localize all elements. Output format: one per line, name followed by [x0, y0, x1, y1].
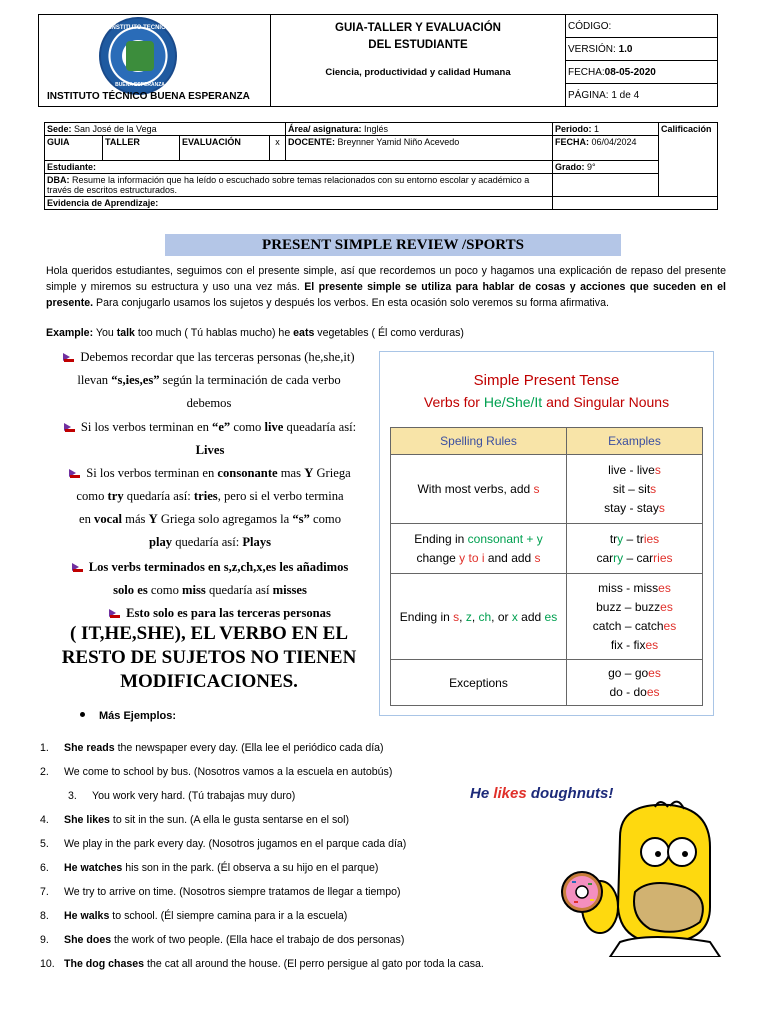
logo-cell — [39, 15, 271, 107]
area-value: Inglés — [361, 124, 389, 134]
homer-illustration — [470, 785, 750, 960]
periodo-label: Periodo: — [555, 124, 592, 134]
list-item: 3. You work very hard. (Tú trabajas muy duro) — [68, 790, 296, 802]
list-item: 9. She does the work of two people. (Ella hace el trabajo de dos personas) — [40, 934, 405, 946]
table-row: With most verbs, add s live - lives sit – sits stay - stays — [391, 455, 703, 524]
logo-shield-icon — [126, 41, 154, 71]
grado-label: Grado: — [555, 162, 585, 172]
list-item: 6. He watches his son in the park. (Él observa a su hijo en el parque) — [40, 862, 379, 874]
evaluation-mark: x — [275, 137, 280, 147]
list-item: 8. He walks to school. (Él siempre camina para ir a la escuela) — [40, 910, 348, 922]
fecha-value-2: 06/04/2024 — [589, 137, 637, 147]
periodo-value: 1 — [591, 124, 600, 134]
fecha-label: FECHA: — [568, 66, 605, 78]
codigo-label: CÓDIGO: — [568, 20, 612, 32]
pagina-cell — [566, 84, 718, 107]
version-value: 1.0 — [618, 43, 633, 55]
guia-label: GUIA — [47, 137, 70, 147]
intro-paragraph: Hola queridos estudiantes, seguimos con el presente simple, así que recordemos un poco y hagamos una explicación de repaso del presente simple y miremos su estructura y uso una vez más. El presente simple se utiliza para hablar de cosas y acciones que suceden en el presente. Para conjugarlo usamos los sujetos y después los verbos. En esta ocasión solo veremos su forma afirmativa. — [46, 265, 726, 309]
pagina-label: PÁGINA: 1 de 4 — [568, 89, 640, 101]
sede-label: Sede: — [47, 124, 72, 134]
table-row: Ending in s, z, ch, or x add es miss - misses buzz – buzzes catch – catches fix - fixes — [391, 574, 703, 660]
rule-3: Si los verbos terminan en consonante mas Y Griega como try quedaría así: tries, pero si el verbo termina en vocal más Y Griega solo agregamos la “s” como play quedaría así: Plays — [40, 462, 380, 554]
bullet-arrow-icon — [109, 607, 120, 618]
calificacion-label: Calificación — [661, 124, 712, 134]
institution-name: INSTITUTO TÉCNICO BUENA ESPERANZA — [47, 91, 250, 102]
table-row: Ending in consonant + y change y to i and add s try – tries carry – carries — [391, 524, 703, 574]
bullet-arrow-icon — [69, 467, 80, 478]
sede-value: San José de la Vega — [71, 124, 157, 134]
box-title: Simple Present Tense — [473, 372, 620, 389]
docente-value: Breynner Yamid Niño Acevedo — [335, 137, 460, 147]
rule-2: Si los verbos terminan en “e” como live queadaría así: Lives — [40, 416, 380, 462]
area-label: Área/ asignatura: — [288, 124, 362, 134]
list-item: 4. She likes to sit in the sun. (A ella le gusta sentarse en el sol) — [40, 814, 350, 826]
logo-bottom-text: BUENA ESPERANZA — [115, 82, 165, 88]
homer-caption: He likes doughnuts! — [470, 785, 614, 802]
estudiante-label: Estudiante: — [47, 162, 97, 172]
bullet-arrow-icon — [63, 351, 74, 362]
col-header-rules: Spelling Rules — [391, 428, 567, 455]
taller-label: TALLER — [105, 137, 140, 147]
bullet-dot-icon — [80, 712, 85, 717]
header-table — [38, 14, 718, 107]
list-item: 5. We play in the park every day. (Nosotros jugamos en el parque cada día) — [40, 838, 407, 850]
evidencia-label: Evidencia de Aprendizaje: — [47, 198, 159, 208]
fecha-cell — [566, 61, 718, 84]
list-item: 2. We come to school by bus. (Nosotros vamos a la escuela en autobús) — [40, 766, 393, 778]
example-line: Example: You talk too much ( Tú hablas mucho) he eats vegetables ( Él como verduras) — [46, 327, 464, 339]
rule-1: Debemos recordar que las terceras personas (he,she,it) llevan “s,ies,es” según la terminación de cada verbo debemos — [44, 346, 374, 415]
big-note: ( IT,HE,SHE), EL VERBO EN EL RESTO DE SUJETOS NO TIENEN MODIFICACIONES. — [61, 623, 357, 692]
list-item: 1. She reads the newspaper every day. (Ella lee el periódico cada día) — [40, 742, 384, 754]
dba-value: Resume la información que ha leído o escuchado sobre temas relacionados con su entorno escolar y académico a través de escritos estructurados. — [47, 175, 530, 195]
page-title: PRESENT SIMPLE REVIEW /SPORTS — [165, 234, 621, 256]
bullet-arrow-icon — [72, 561, 83, 572]
bullet-arrow-icon — [64, 421, 75, 432]
guide-title-line2: DEL ESTUDIANTE — [368, 39, 468, 51]
rule-5: Esto solo es para las terceras personas — [70, 602, 370, 625]
codigo-cell — [566, 15, 718, 38]
dba-label: DBA: — [47, 175, 70, 185]
guide-title-cell — [271, 15, 566, 107]
list-item: 10. The dog chases the cat all around the house. (El perro persigue al gato por toda la casa. — [40, 958, 484, 970]
fecha-value: 08-05-2020 — [604, 66, 656, 78]
homer-cartoon-icon — [560, 797, 760, 957]
docente-label: DOCENTE: — [288, 137, 335, 147]
version-cell — [566, 38, 718, 61]
evaluacion-label: EVALUACIÓN — [182, 137, 241, 147]
logo-top-text: INSTITUTO TECNICO — [109, 25, 171, 31]
grado-value: 9° — [584, 162, 596, 172]
spelling-rules-table — [390, 427, 703, 706]
fecha-label-2: FECHA: — [555, 137, 589, 147]
guide-title-line1: GUIA-TALLER Y EVALUACIÓN — [335, 22, 501, 34]
table-row: Exceptions go – goes do - does — [391, 660, 703, 706]
more-examples-heading: Más Ejemplos: — [80, 710, 176, 722]
spelling-rules-box — [379, 351, 714, 716]
list-item: 7. We try to arrive on time. (Nosotros siempre tratamos de llegar a tiempo) — [40, 886, 401, 898]
rule-4: Los verbs terminados en s,z,ch,x,es les añadimos solo es como miss quedaría así misses — [40, 556, 380, 602]
motto: Ciencia, productividad y calidad Humana — [325, 67, 511, 78]
box-subtitle: Verbs for He/She/It and Singular Nouns — [423, 394, 670, 410]
version-label: VERSIÓN: — [568, 43, 619, 55]
info-table — [44, 122, 718, 210]
col-header-examples: Examples — [567, 428, 703, 455]
school-logo — [99, 17, 177, 95]
